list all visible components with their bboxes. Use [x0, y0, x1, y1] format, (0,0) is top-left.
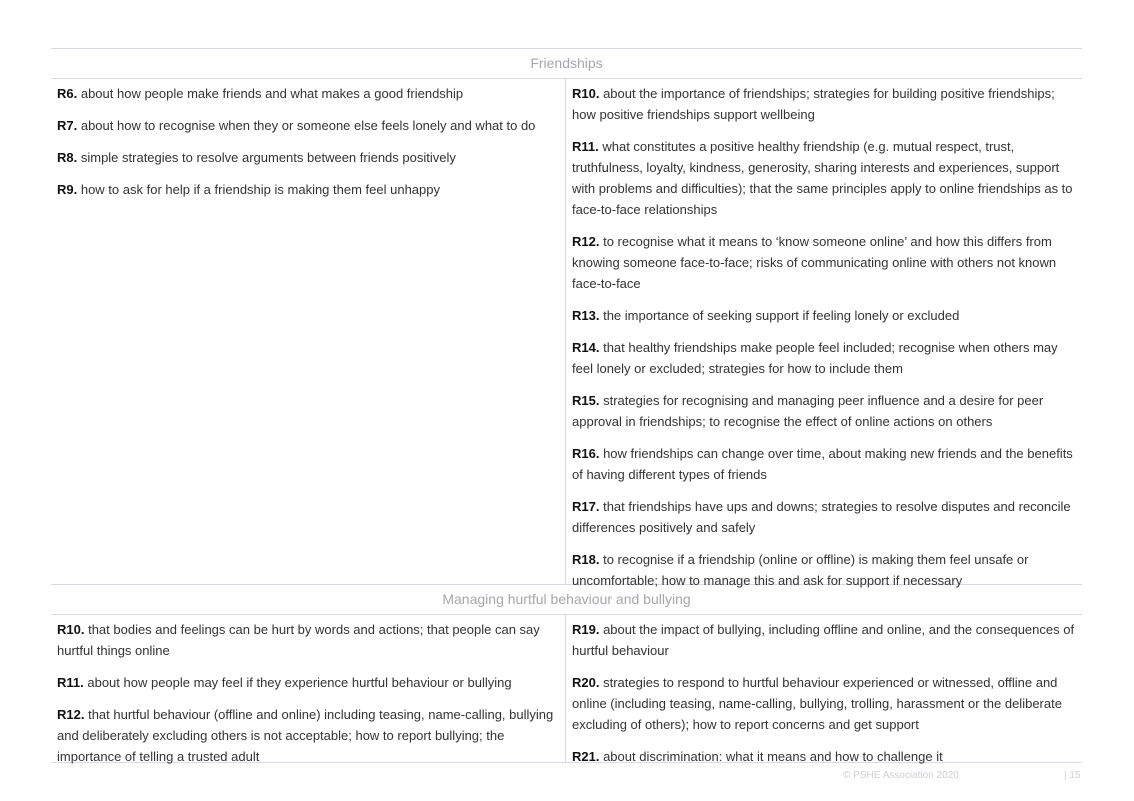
- section-body-bullying: [51, 615, 1082, 762]
- list-item: R12. that hurtful behaviour (offline and online) including teasing, name-calling, bullying and deliberately excluding others is not acceptable; how to report bullying; the importance of telling a trusted adult: [57, 707, 554, 764]
- section-heading-bullying: Managing hurtful behaviour and bullying: [51, 585, 1082, 615]
- list-item: R16. how friendships can change over time, about making new friends and the benefits of having different types of friends: [572, 446, 1073, 482]
- list-item: R15. strategies for recognising and managing peer influence and a desire for peer approval in friendships; to recognise the effect of online actions on others: [572, 393, 1044, 429]
- list-item: R14. that healthy friendships make people feel included; recognise when others may feel lonely or excluded; strategies for how to include them: [572, 340, 1058, 376]
- list-item: R20. strategies to respond to hurtful behaviour experienced or witnessed, offline and online (including teasing, name-calling, bullying, trolling, harassment or the deliberate excluding of others); how to report concerns and get support: [572, 675, 1062, 732]
- list-item: R6. about how people make friends and what makes a good friendship: [57, 86, 464, 101]
- section-body-friendships: [51, 79, 1082, 588]
- left-column: [51, 615, 566, 762]
- list-item: R18. to recognise if a friendship (online or offline) is making them feel unsafe or uncomfortable; how to manage this and ask for support if necessary: [572, 552, 1029, 588]
- list-item: R11. what constitutes a positive healthy friendship (e.g. mutual respect, trust, truthfulness, loyalty, kindness, generosity, sharing interests and experiences, support with problems and difficulties); that the same principles apply to online friendships as to face-to-face relationships: [572, 139, 1073, 217]
- curriculum-table: [51, 48, 1082, 763]
- list-item: R11. about how people may feel if they experience hurtful behaviour or bullying: [57, 675, 512, 690]
- section-heading-friendships: Friendships: [51, 49, 1082, 79]
- list-item: R13. the importance of seeking support if feeling lonely or excluded: [572, 308, 960, 323]
- list-item: R10. about the importance of friendships; strategies for building positive friendships; how positive friendships support wellbeing: [572, 86, 1055, 122]
- list-item: R17. that friendships have ups and downs; strategies to resolve disputes and reconcile differences positively and safely: [572, 499, 1071, 535]
- list-item: R9. how to ask for help if a friendship is making them feel unhappy: [57, 182, 440, 197]
- footer-copyright: © PSHE Association 2020: [843, 770, 959, 781]
- list-item: R10. that bodies and feelings can be hurt by words and actions; that people can say hurtful things online: [57, 622, 540, 658]
- list-item: R19. about the impact of bullying, including offline and online, and the consequences of hurtful behaviour: [572, 622, 1075, 658]
- footer-page-number: | 15: [1064, 770, 1081, 781]
- list-item: R7. about how to recognise when they or someone else feels lonely and what to do: [57, 118, 536, 133]
- list-item: R12. to recognise what it means to ‘know someone online’ and how this differs from knowing someone face-to-face; risks of communicating online with others not known face-to-face: [572, 234, 1057, 291]
- left-column: [51, 79, 566, 584]
- right-column: [566, 615, 1082, 762]
- list-item: R8. simple strategies to resolve arguments between friends positively: [57, 150, 456, 165]
- right-column: [566, 79, 1082, 588]
- list-item: R21. about discrimination: what it means and how to challenge it: [572, 749, 943, 764]
